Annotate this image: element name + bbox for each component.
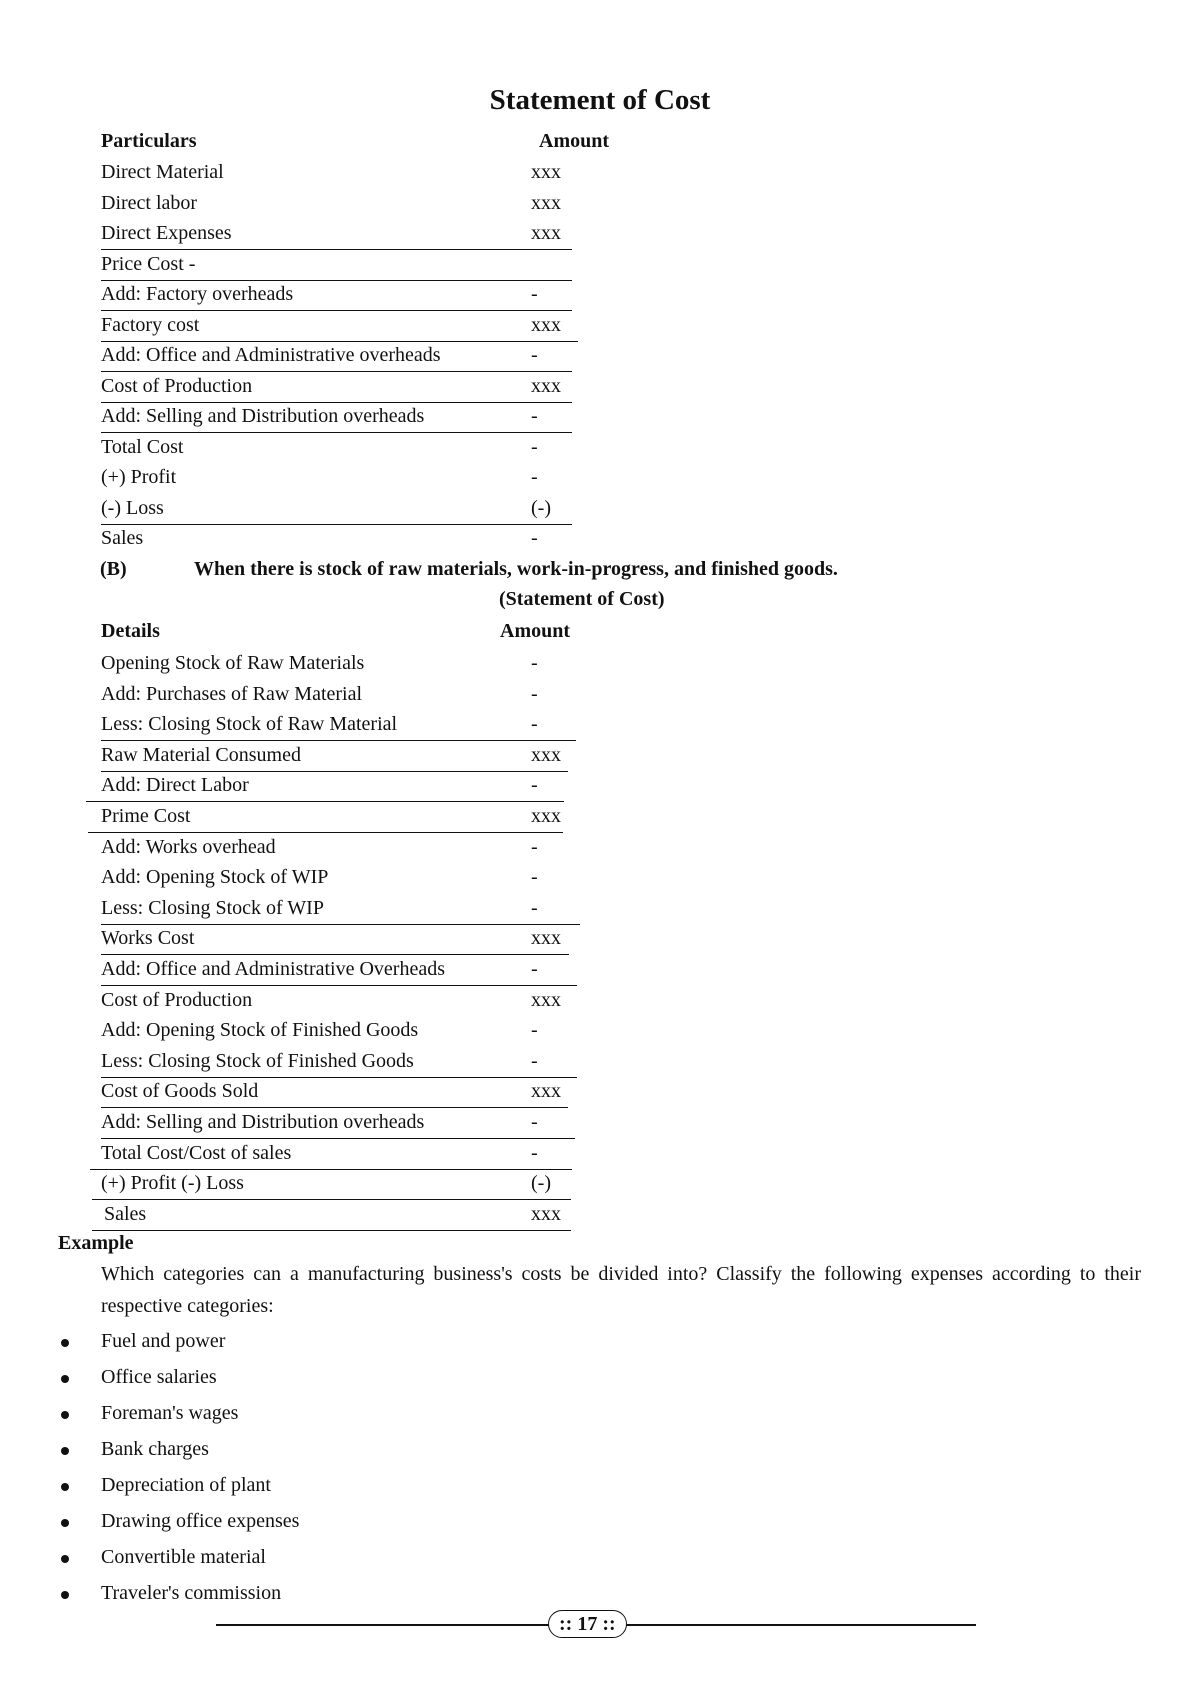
- table-row-label: Add: Works overhead: [101, 835, 276, 858]
- bullet-icon: [61, 1339, 69, 1347]
- table-row-label: Add: Factory overheads: [101, 283, 294, 305]
- table-row-amount: xxx: [531, 313, 561, 336]
- list-item: Drawing office expenses: [101, 1510, 300, 1532]
- table-row-amount: -: [531, 652, 538, 674]
- table-rule: [101, 954, 569, 955]
- table-row-amount: -: [531, 1019, 538, 1042]
- table-row-amount: xxx: [531, 374, 561, 397]
- table-rule: [101, 1138, 575, 1139]
- table-row-amount: (-): [531, 496, 551, 519]
- table-row-label: Less: Closing Stock of Finished Goods: [101, 1049, 414, 1072]
- section-b-heading: When there is stock of raw materials, work-in-progress, and finished goods.: [194, 558, 838, 580]
- table-row-label: Less: Closing Stock of Raw Material: [101, 713, 398, 736]
- table-row-amount: xxx: [531, 161, 561, 183]
- bullet-icon: [61, 1519, 69, 1527]
- table-row-label: Sales: [101, 527, 144, 549]
- list-item: Depreciation of plant: [101, 1474, 271, 1496]
- table-row-label: Add: Direct Labor: [101, 774, 249, 797]
- table-row-label: (+) Profit (-) Loss: [101, 1172, 244, 1195]
- list-item: Foreman's wages: [101, 1402, 239, 1424]
- example-question: Which categories can a manufacturing business's costs be divided into? Classify the following expenses according to their respective categories:: [101, 1263, 1141, 1317]
- table-row-label: Raw Material Consumed: [101, 743, 301, 766]
- table-row-amount: xxx: [531, 1080, 561, 1103]
- table-row-label: Factory cost: [101, 313, 200, 336]
- table-row-label: Add: Opening Stock of WIP: [101, 866, 329, 889]
- table-rule: [101, 740, 576, 741]
- table-row-amount: xxx: [531, 1202, 561, 1225]
- table-row-label: Less: Closing Stock of WIP: [101, 896, 324, 919]
- table-row-amount: -: [531, 1141, 538, 1164]
- table-row-label: Add: Office and Administrative Overheads: [101, 958, 445, 980]
- table-rule: [101, 771, 568, 772]
- page-number: :: 17 ::: [548, 1610, 627, 1638]
- table-row-amount: -: [531, 1111, 538, 1133]
- table-row-amount: -: [531, 466, 538, 488]
- list-item: Office salaries: [101, 1366, 217, 1388]
- table-row-amount: xxx: [531, 191, 561, 214]
- table-row-label: (-) Loss: [101, 496, 164, 519]
- table-row-label: Direct Material: [101, 161, 224, 183]
- table-row-amount: -: [531, 713, 538, 736]
- table-row-label: Direct Expenses: [101, 222, 232, 244]
- table-row-amount: xxx: [531, 743, 561, 766]
- table-row-amount: -: [531, 283, 538, 305]
- table-row-amount: xxx: [531, 927, 561, 950]
- list-item: Convertible material: [101, 1546, 266, 1568]
- table-a-particulars-header: Particulars: [101, 130, 197, 152]
- table-row-amount: -: [531, 527, 538, 549]
- table-row-amount: -: [531, 866, 538, 889]
- table-row-label: Cost of Goods Sold: [101, 1080, 259, 1103]
- table-row-label: Cost of Production: [101, 374, 253, 397]
- table-row-amount: -: [531, 958, 538, 980]
- table-rule: [88, 832, 563, 833]
- page-title: Statement of Cost: [489, 84, 711, 116]
- table-row-amount: (-): [531, 1172, 551, 1195]
- table-rule: [101, 280, 572, 281]
- table-row-amount: -: [531, 835, 538, 858]
- table-rule: [101, 432, 572, 433]
- section-b-subheading: (Statement of Cost): [499, 588, 665, 610]
- bullet-icon: [61, 1591, 69, 1599]
- table-rule: [101, 1107, 568, 1108]
- table-b-details-header: Details: [101, 620, 160, 642]
- table-row-label: Opening Stock of Raw Materials: [101, 652, 365, 674]
- table-row-amount: xxx: [531, 988, 561, 1011]
- table-row-label: Add: Selling and Distribution overheads: [101, 405, 425, 427]
- table-row-label: Sales: [104, 1202, 147, 1225]
- table-row-label: Add: Opening Stock of Finished Goods: [101, 1019, 419, 1042]
- table-row-label: Prime Cost: [101, 805, 191, 827]
- table-row-label: Total Cost: [101, 435, 184, 458]
- table-row-amount: -: [531, 344, 538, 366]
- bullet-icon: [61, 1375, 69, 1383]
- table-row-amount: -: [531, 774, 538, 797]
- table-rule: [92, 1230, 571, 1231]
- section-b-marker: (B): [100, 558, 127, 580]
- table-a-amount-header: Amount: [539, 130, 610, 152]
- table-rule: [101, 524, 572, 525]
- table-rule: [101, 249, 572, 250]
- list-item: Bank charges: [101, 1438, 209, 1460]
- table-rule: [101, 985, 577, 986]
- table-rule: [101, 310, 572, 311]
- table-row-amount: -: [531, 682, 538, 705]
- table-rule: [101, 371, 572, 372]
- table-row-amount: xxx: [531, 222, 561, 244]
- table-row-label: (+) Profit: [101, 466, 177, 488]
- table-rule: [86, 801, 564, 802]
- table-row-label: Add: Purchases of Raw Material: [101, 682, 363, 705]
- table-row-amount: -: [531, 405, 538, 427]
- table-row-amount: -: [531, 1049, 538, 1072]
- bullet-icon: [61, 1483, 69, 1491]
- table-row-label: Direct labor: [101, 191, 198, 214]
- table-rule: [101, 924, 580, 925]
- table-rule: [92, 1199, 571, 1200]
- table-row-label: Add: Office and Administrative overheads: [101, 344, 441, 366]
- bullet-icon: [61, 1411, 69, 1419]
- table-row-label: Cost of Production: [101, 988, 253, 1011]
- bullet-icon: [61, 1447, 69, 1455]
- table-row-label: Total Cost/Cost of sales: [101, 1141, 292, 1164]
- table-rule: [101, 1077, 577, 1078]
- table-row-amount: -: [531, 435, 538, 458]
- example-heading: Example: [58, 1232, 134, 1254]
- bullet-icon: [61, 1555, 69, 1563]
- table-rule: [101, 402, 572, 403]
- table-rule: [90, 1169, 572, 1170]
- table-b-amount-header: Amount: [500, 620, 571, 642]
- table-row-amount: -: [531, 896, 538, 919]
- table-row-amount: xxx: [531, 805, 561, 827]
- table-rule: [101, 341, 578, 342]
- table-row-label: Price Cost -: [101, 252, 196, 275]
- list-item: Fuel and power: [101, 1330, 226, 1352]
- table-row-label: Works Cost: [101, 927, 195, 950]
- table-row-label: Add: Selling and Distribution overheads: [101, 1111, 425, 1133]
- list-item: Traveler's commission: [101, 1582, 282, 1604]
